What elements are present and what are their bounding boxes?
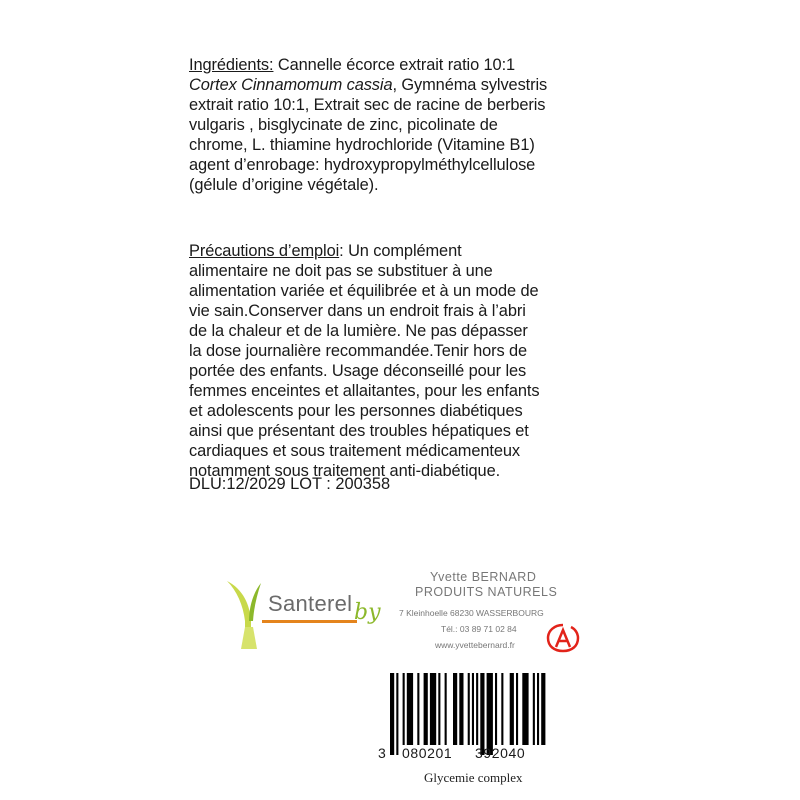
- precautions-line: femmes enceintes et allaitantes, pour les enfants: [189, 382, 540, 400]
- ingredients-text: , Gymnéma sylvestris: [392, 76, 548, 94]
- barcode-bar: [417, 673, 419, 745]
- barcode-bar: [522, 673, 528, 745]
- company-subtitle: PRODUITS NATURELS: [415, 585, 558, 599]
- precautions-line-1: [189, 241, 629, 261]
- barcode-bar: [424, 673, 428, 745]
- company-name: Yvette BERNARD: [430, 570, 537, 584]
- barcode-bar: [533, 673, 535, 745]
- barcode-bar: [407, 673, 413, 745]
- precautions-line: alimentation variée et équilibrée et à un mode de: [189, 282, 539, 300]
- ingredients-section: [189, 55, 629, 195]
- ingredients-text: Cannelle écorce extrait ratio 10:1: [273, 56, 516, 74]
- precautions-section: [189, 241, 629, 481]
- precautions-line: cardiaques et sous traitement médicamenteux: [189, 442, 520, 460]
- barcode: [370, 665, 558, 765]
- barcode-bar: [403, 673, 405, 745]
- barcode-bar: [430, 673, 436, 745]
- precautions-line: ainsi que présentant des troubles hépatiques et: [189, 422, 529, 440]
- precautions-line: notamment sous traitement anti-diabétique.: [189, 462, 501, 480]
- ingredients-heading: Ingrédients:: [189, 56, 274, 74]
- precautions-line: de la chaleur et de la lumière. Ne pas dépasser: [189, 322, 528, 340]
- barcode-bar: [480, 673, 484, 755]
- precautions-line: la dose journalière recommandée.Tenir hors de: [189, 342, 528, 360]
- barcode-group-left: 080201: [402, 745, 453, 761]
- barcode-bar: [510, 673, 514, 745]
- precautions-heading: Précautions d’emploi: [189, 242, 340, 260]
- barcode-bars: [370, 665, 558, 765]
- ingredients-line-3: extrait ratio 10:1, Extrait sec de racine de berberis: [189, 96, 546, 114]
- santerel-underline: [262, 620, 357, 623]
- ingredients-line-7: (gélule d’origine végétale).: [189, 176, 379, 194]
- barcode-bar: [495, 673, 497, 745]
- precautions-text: : Un complément: [339, 242, 462, 260]
- alsace-a-logo-icon: [546, 623, 580, 653]
- santerel-wordmark: Santerel: [268, 591, 353, 616]
- barcode-bar: [537, 673, 539, 745]
- ingredients-line-4: vulgaris , bisglycinate de zinc, picolinate de: [189, 116, 498, 134]
- barcode-bar: [487, 673, 493, 755]
- barcode-group-right: 392040: [475, 745, 526, 761]
- barcode-bar: [390, 673, 394, 755]
- barcode-bar: [468, 673, 470, 745]
- product-name: Glycemie complex: [424, 770, 523, 785]
- barcode-bar: [396, 673, 398, 755]
- barcode-bar: [516, 673, 518, 745]
- dlu-lot-info: DLU:12/2029 LOT : 200358: [189, 475, 391, 493]
- ingredients-line-5: chrome, L. thiamine hydrochloride (Vitamine B1): [189, 136, 535, 154]
- precautions-line: vie sain.Conserver dans un endroit frais à l’abri: [189, 302, 526, 320]
- barcode-bar: [501, 673, 503, 745]
- company-phone: Tél.: 03 89 71 02 84: [441, 624, 517, 634]
- barcode-bar: [476, 673, 478, 745]
- barcode-bar: [472, 673, 474, 745]
- barcode-bar: [438, 673, 440, 745]
- ingredients-line-1: [189, 55, 629, 75]
- barcode-bar: [459, 673, 463, 745]
- barcode-bar: [453, 673, 457, 745]
- ingredients-line-2: [189, 75, 629, 95]
- latin-name: Cortex Cinnamomum cassia: [189, 76, 393, 94]
- barcode-bar: [445, 673, 447, 745]
- precautions-line: portée des enfants. Usage déconseillé pour les: [189, 362, 527, 380]
- precautions-line: et adolescents pour les personnes diabétiques: [189, 402, 523, 420]
- precautions-line: alimentaire ne doit pas se substituer à une: [189, 262, 493, 280]
- ingredients-line-6: agent d’enrobage: hydroxypropylméthylcellulose: [189, 156, 536, 174]
- company-address: 7 Kleinhoelle 68230 WASSERBOURG: [399, 608, 544, 618]
- barcode-bar: [541, 673, 545, 745]
- barcode-first-digit: 3: [378, 745, 387, 761]
- by-word: by: [354, 600, 381, 625]
- company-website: www.yvettebernard.fr: [435, 640, 515, 650]
